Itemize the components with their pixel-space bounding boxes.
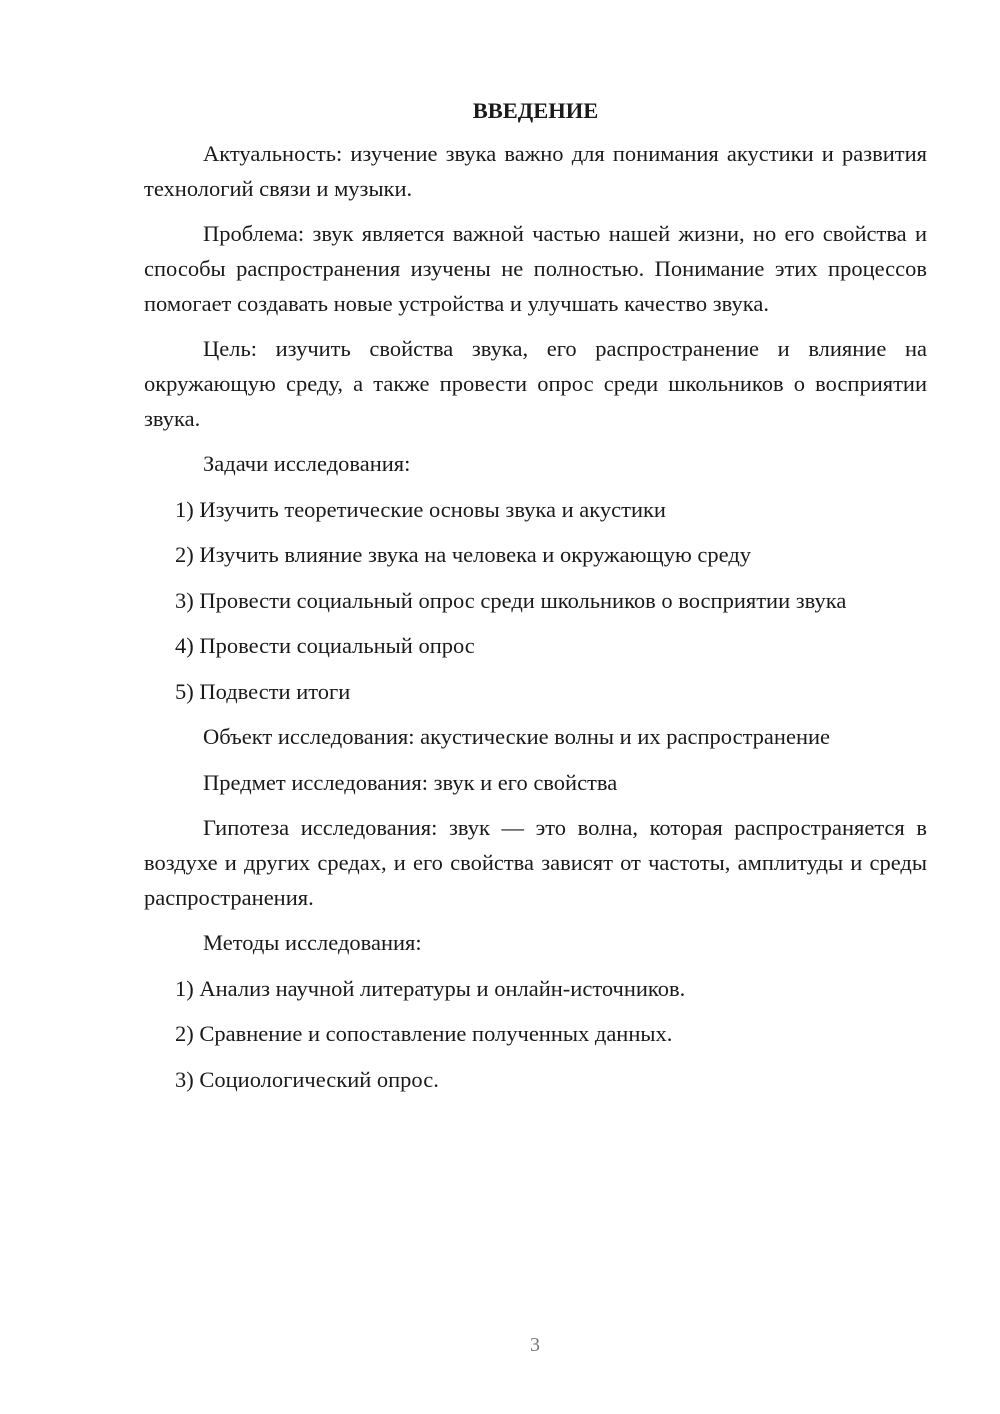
research-object: Объект исследования: акустические волны и их распространение bbox=[203, 724, 831, 749]
method-item: 3) Социологический опрос. bbox=[175, 1066, 439, 1092]
task-item: 2) Изучить влияние звука на человека и окружающую среду bbox=[175, 542, 752, 567]
methods-heading: Методы исследования: bbox=[203, 930, 422, 955]
task-item: 4) Провести социальный опрос bbox=[175, 633, 475, 658]
page-number: 3 bbox=[530, 1334, 540, 1356]
section-title: ВВЕДЕНИЕ bbox=[472, 98, 599, 123]
method-item: 1) Анализ научной литературы и онлайн-источников. bbox=[175, 975, 686, 1001]
hypothesis-paragraph: Гипотеза исследования: звук — это волна, которая распространяется в воздухе и других средах, и его свойства зависят от частоты, амплитуды и среды распространения. bbox=[144, 815, 927, 910]
task-item: 3) Провести социальный опрос среди школьников о восприятии звука bbox=[175, 587, 847, 613]
document-body bbox=[144, 96, 927, 1107]
task-item: 1) Изучить теоретические основы звука и акустики bbox=[175, 496, 666, 522]
tasks-heading: Задачи исследования: bbox=[203, 451, 411, 476]
task-item: 5) Подвести итоги bbox=[175, 678, 351, 704]
problem-paragraph: Проблема: звук является важной частью нашей жизни, но его свойства и способы распространения изучены не полностью. Понимание этих процессов помогает создавать новые устройства и улучшать качество звука. bbox=[144, 221, 927, 316]
method-item: 2) Сравнение и сопоставление полученных данных. bbox=[175, 1021, 673, 1046]
goal-paragraph: Цель: изучить свойства звука, его распространение и влияние на окружающую среду, а также провести опрос среди школьников о восприятии звука. bbox=[144, 336, 927, 431]
relevance-paragraph: Актуальность: изучение звука важно для понимания акустики и развития технологий связи и музыки. bbox=[144, 141, 927, 201]
research-subject: Предмет исследования: звук и его свойства bbox=[203, 769, 618, 795]
